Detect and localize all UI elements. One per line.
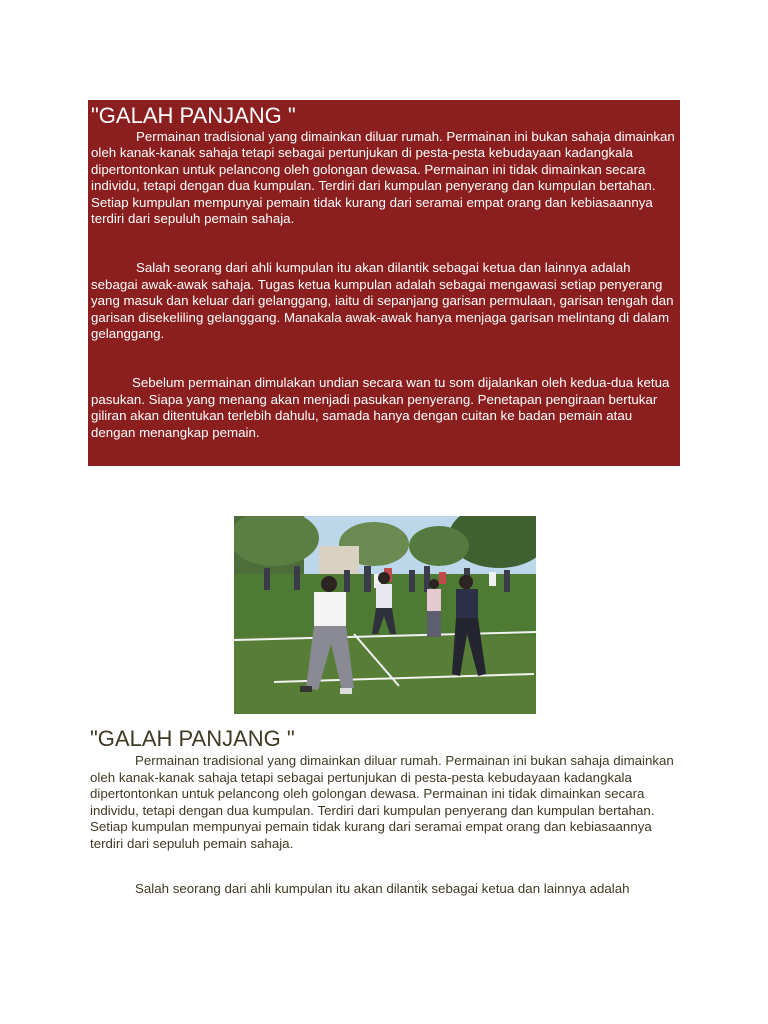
- paragraph-spacer: [91, 342, 676, 375]
- section-paragraph-2: Salah seorang dari ahli kumpulan itu akan dilantik sebagai ketua dan lainnya adalah: [135, 880, 630, 896]
- galah-panjang-text-section: [90, 725, 676, 897]
- section-paragraph-1: Permainan tradisional yang dimainkan diluar rumah. Permainan ini bukan sahaja dimainkan oleh kanak-kanak sahaja tetapi sebagai pertunjukan di pesta-pesta kebudayaan kadangkala dipertontonkan untuk pelancong oleh golongan dewasa. Permainan ini tidak dimainkan secara individu, tetapi dengan dua kumpulan. Terdiri dari kumpulan penyerang dan kumpulan bertahan. Setiap kumpulan mempunyai pemain tidak kurang dari seramai empat orang dan kebiasaannya terdiri dari sepuluh pemain sahaja.: [90, 753, 674, 851]
- paragraph-spacer: [91, 227, 676, 260]
- game-photo: [234, 516, 536, 714]
- panel-title: "GALAH PANJANG ": [91, 103, 296, 128]
- section-title: "GALAH PANJANG ": [90, 726, 295, 751]
- panel-paragraph-3: Sebelum permainan dimulakan undian secara wan tu som dijalankan oleh kedua-dua ketua pasukan. Siapa yang menang akan menjadi pasukan penyerang. Penetapan pengiraan bertukar giliran akan ditentukan terlebih dahulu, samada hanya dengan cuitan ke badan pemain atau dengan menangkap pemain.: [91, 375, 670, 440]
- panel-paragraph-1: Permainan tradisional yang dimainkan diluar rumah. Permainan ini bukan sahaja dimainkan oleh kanak-kanak sahaja tetapi sebagai pertunjukan di pesta-pesta kebudayaan kadangkala dipertontonkan untuk pelancong oleh golongan dewasa. Permainan ini tidak dimainkan secara individu, tetapi dengan dua kumpulan. Terdiri dari kumpulan penyerang dan kumpulan bertahan. Setiap kumpulan mempunyai pemain tidak kurang dari seramai empat orang dan kebiasaannya terdiri dari sepuluh pemain sahaja.: [91, 129, 675, 227]
- panel-paragraph-2: Salah seorang dari ahli kumpulan itu akan dilantik sebagai ketua dan lainnya adalah sebagai awak-awak sahaja. Tugas ketua kumpulan adalah sebagai mengawasi setiap penyerang yang masuk dan keluar dari gelanggang, iaitu di sepanjang garisan permulaan, garisan tengah dan garisan disekeliling gelanggang. Manakala awak-awak hanya menjaga garisan melintang di dalam gelanggang.: [91, 260, 674, 342]
- paragraph-spacer: [90, 853, 676, 881]
- galah-panjang-panel: [88, 100, 680, 466]
